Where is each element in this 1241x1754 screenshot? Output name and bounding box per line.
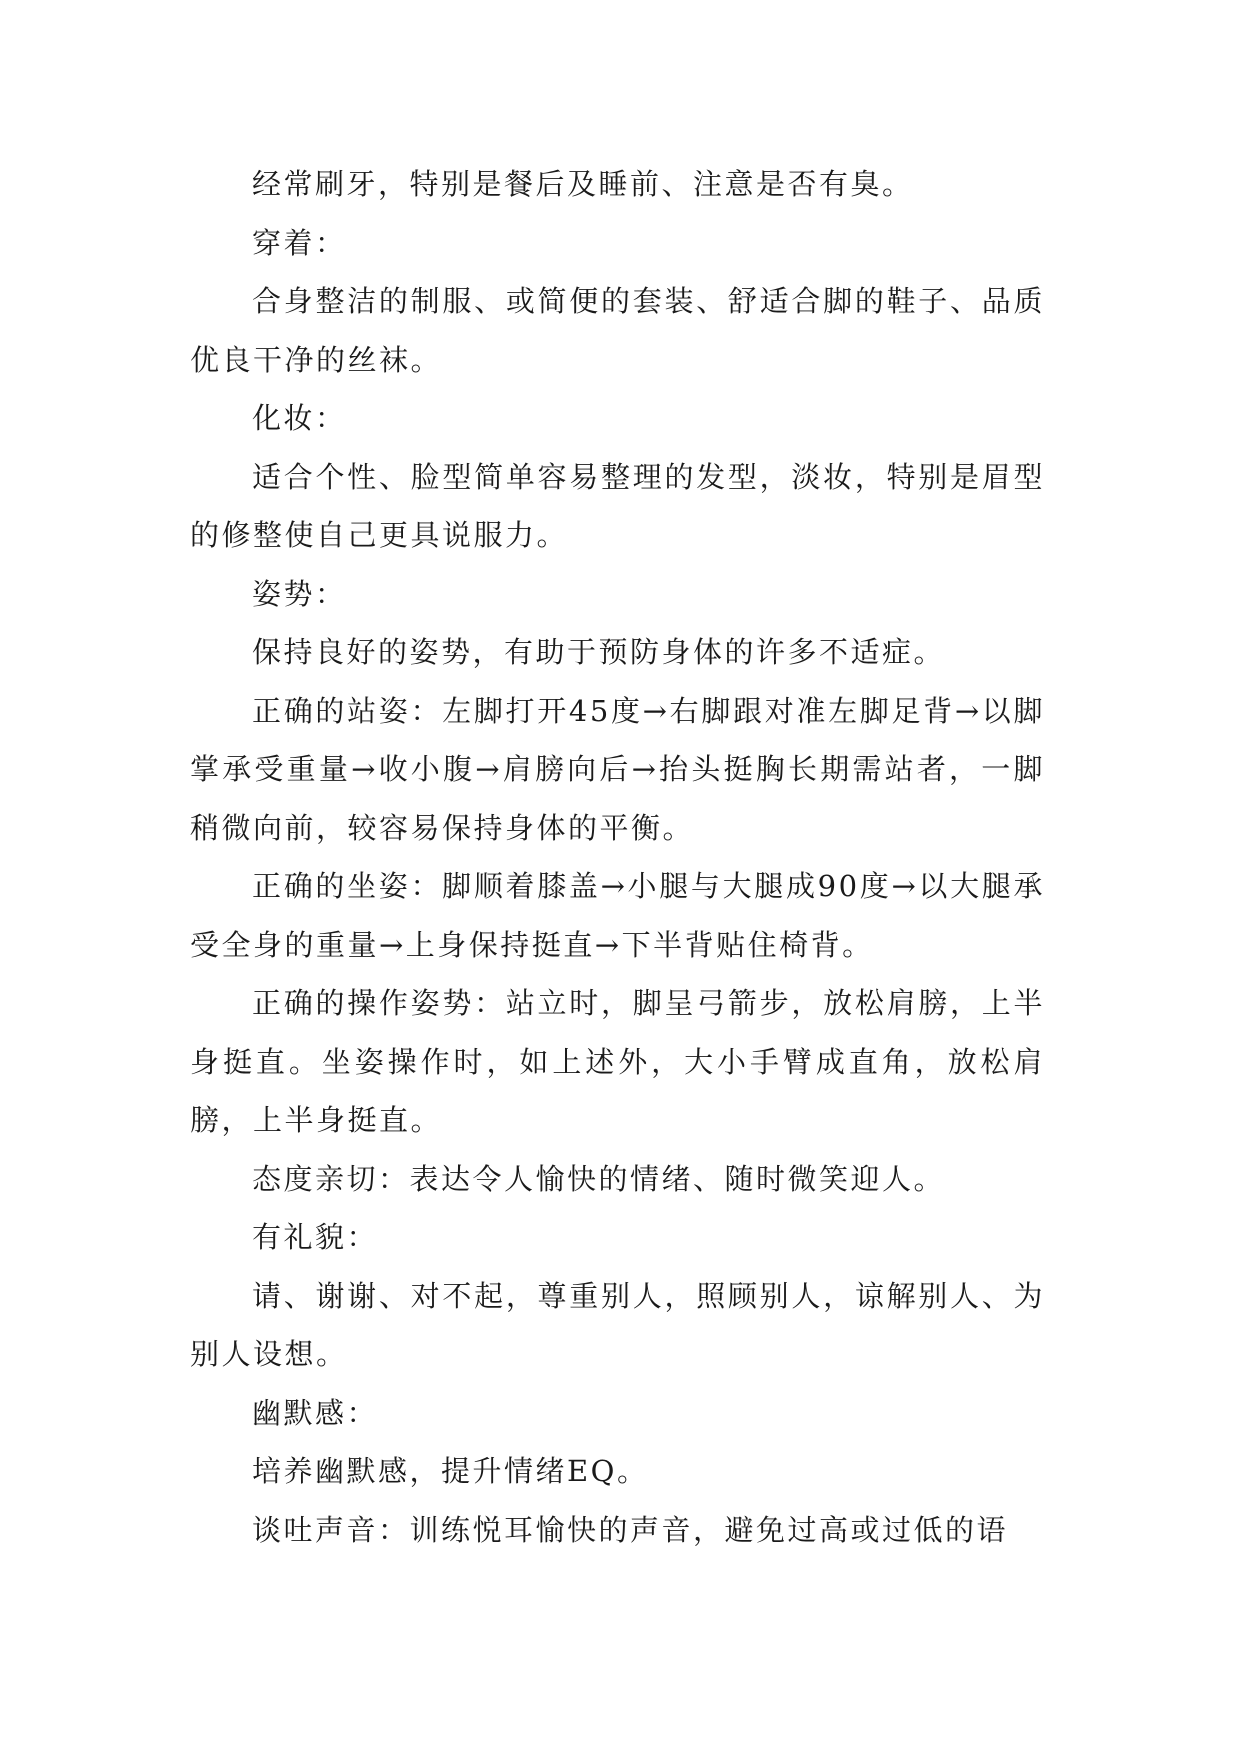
paragraph-voice: 谈吐声音：训练悦耳愉快的声音，避免过高或过低的语 <box>252 1512 1009 1547</box>
paragraph-politeness: 请、谢谢、对不起，尊重别人，照顾别人，谅解别人、为别人设想。 <box>190 1278 1045 1371</box>
heading-politeness: 有礼貌： <box>252 1220 379 1254</box>
paragraph-sitting-posture: 正确的坐姿：脚顺着膝盖→小腿与大腿成90度→以大腿承受全身的重量→上身保持挺直→下半背贴住椅背。 <box>190 869 1045 962</box>
paragraph-humor: 培养幽默感，提升情绪EQ。 <box>252 1454 649 1488</box>
paragraph-standing-posture: 正确的站姿：左脚打开45度→右脚跟对准左脚足背→以脚掌承受重量→收小腹→肩膀向后→抬头挺胸长期需站者，一脚稍微向前，较容易保持身体的平衡。 <box>190 693 1045 845</box>
heading-posture: 姿势： <box>252 576 347 611</box>
document-body <box>190 155 1045 1559</box>
heading-humor: 幽默感： <box>252 1395 379 1430</box>
paragraph-makeup: 适合个性、脸型简单容易整理的发型，淡妆，特别是眉型的修整使自己更具说服力。 <box>190 459 1045 552</box>
heading-makeup: 化妆： <box>252 401 347 435</box>
paragraph-operating-posture: 正确的操作姿势：站立时，脚呈弓箭步，放松肩膀，上半身挺直。坐姿操作时，如上述外，大小手臂成直角，放松肩膀，上半身挺直。 <box>190 986 1045 1137</box>
paragraph-posture: 保持良好的姿势，有助于预防身体的许多不适症。 <box>252 635 946 669</box>
paragraph-brushing: 经常刷牙，特别是餐后及睡前、注意是否有臭。 <box>252 167 914 201</box>
paragraph-attitude: 态度亲切：表达令人愉快的情绪、随时微笑迎人。 <box>252 1161 946 1196</box>
heading-clothing: 穿着： <box>252 225 347 260</box>
paragraph-clothing: 合身整洁的制服、或简便的套装、舒适合脚的鞋子、品质优良干净的丝袜。 <box>190 284 1045 377</box>
